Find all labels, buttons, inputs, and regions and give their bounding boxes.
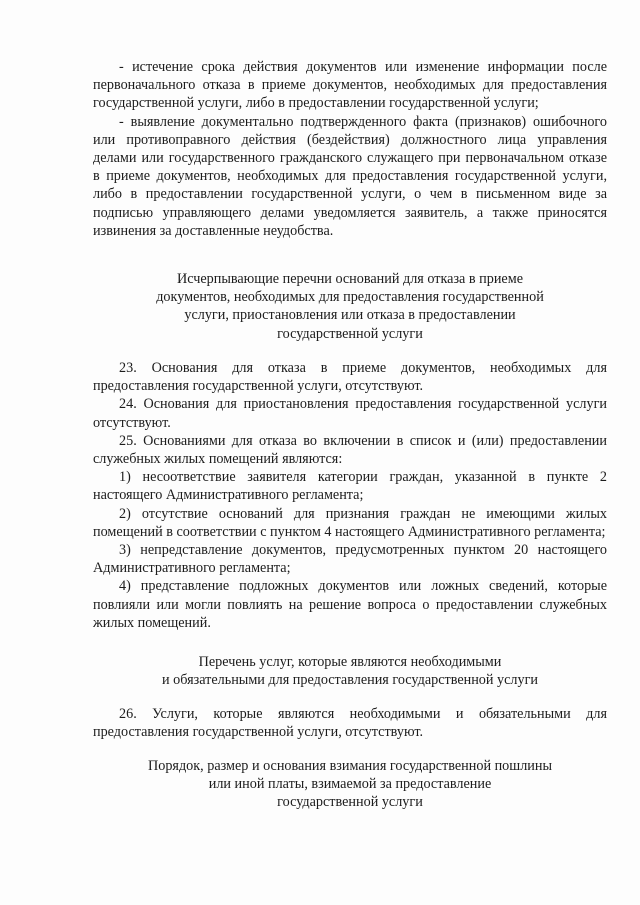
heading-line: государственной услуги [277, 325, 423, 342]
section-heading-required-services [93, 653, 607, 689]
list-item-3: 3) непредставление документов, предусмотренных пунктом 20 настоящего Административного регламента; [93, 542, 607, 577]
paragraph-24: 24. Основания для приостановления предоставления государственной услуги отсутствуют. [93, 396, 607, 431]
list-item-4: 4) представление подложных документов или ложных сведений, которые повлияли или могли повлиять на решение вопроса о предоставлении служебных жилых помещений. [93, 578, 607, 631]
heading-line: государственной услуги [277, 794, 423, 811]
heading-line: услуги, приостановления или отказа в предоставлении [184, 307, 516, 324]
heading-line: и обязательными для предоставления государственной услуги [161, 672, 539, 689]
paragraph-expiry: - истечение срока действия документов или изменение информации после первоначального отказа в приеме документов, необходимых для предоставления государственной услуги, либо в предоставлении государственной услуги; [93, 59, 607, 112]
list-item-1: 1) несоответствие заявителя категории граждан, указанной в пункте 2 настоящего Административного регламента; [93, 469, 607, 504]
section-heading-refusal-grounds [93, 270, 607, 343]
heading-line: или иной платы, взимаемой за предоставление [208, 776, 492, 793]
middle-paragraphs [93, 359, 607, 632]
paragraph-23: 23. Основания для отказа в приеме документов, необходимых для предоставления государственной услуги, отсутствуют. [93, 360, 607, 395]
paragraph-26: 26. Услуги, которые являются необходимыми и обязательными для предоставления государственной услуги, отсутствуют. [93, 706, 607, 741]
list-item-2: 2) отсутствие оснований для признания граждан не имеющими жилых помещений в соответствии с пунктом 4 настоящего Административного регламента; [93, 505, 607, 540]
heading-line: Перечень услуг, которые являются необходимыми [198, 654, 502, 670]
paragraph-25: 25. Основаниями для отказа во включении в список и (или) предоставлении служебных жилых помещений являются: [93, 432, 607, 468]
heading-line: Порядок, размер и основания взимания государственной пошлины [147, 758, 552, 774]
heading-line: Исчерпывающие перечни оснований для отказа в приеме [176, 271, 524, 287]
paragraph-26-block [93, 705, 607, 741]
paragraph-error-detection: - выявление документально подтвержденного факта (признаков) ошибочного или противоправного действия (бездействия) должностного лица управления делами или государственного гражданского служащего при первоначальном отказе в приеме документов, необходимых для предоставления государственной услуги, либо в предоставлении государственной услуги, о чем в письменном виде за подписью управляющего делами уведомляется заявитель, а также приносятся извинения за доставленные неудобства. [93, 113, 607, 239]
section-heading-state-fee [93, 757, 607, 812]
top-paragraphs [93, 58, 607, 240]
heading-line: документов, необходимых для предоставления государственной [156, 289, 544, 306]
